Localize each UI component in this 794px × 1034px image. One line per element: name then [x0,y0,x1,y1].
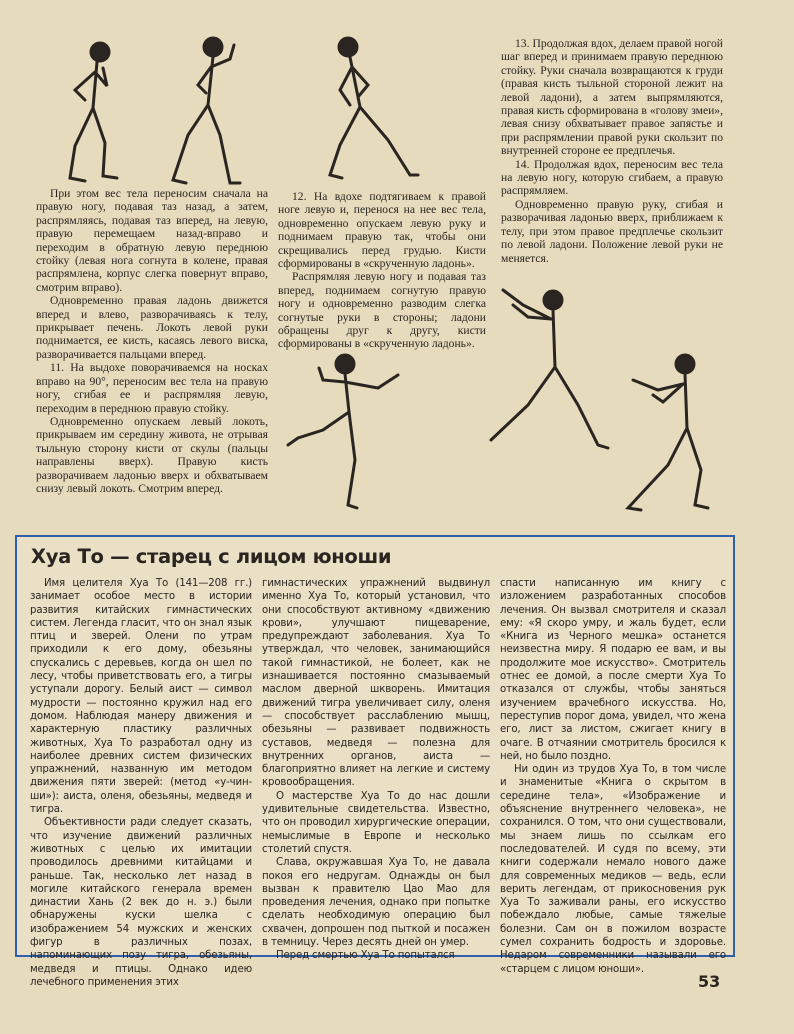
article-column-3 [500,577,726,976]
paragraph: 12. На вдохе подтягиваем к правой ноге левую и, перенося на нее вес тела, одновременно опускаем левую руку и поднимаем правую так, чтобы они скрещивались перед грудью. Кисти сформированы в «скрученную ладонь». [278,190,486,271]
illustration-figure-4 [283,350,418,512]
paragraph: Одновременно правую руку, сгибая и разворачивая ладонью вверх, приближаем к телу, при этом правое предплечье скользит по левой ладони. Положение левой руки не меняется. [501,197,723,265]
paragraph: О мастерстве Хуа То до нас дошли удивительные свидетельства. Известно, что он проводил хирургические операции, немыслимые в Европе и несколько столетий спустя. [262,790,490,855]
paragraph: Имя целителя Хуа То (141—208 гг.) занимает особое место в истории развития китайских гимнастических систем. Легенда гласит, что он знал язык птиц и зверей. Олени по утрам приходили к его дому, обезьяны спускались с деревьев, когда он шел по лесу, чтобы приветствовать его, а тигры уступали дорогу. Белый аист — символ мудрости — постоянно кружил над его домом. Наблюдая манеру движения и характерную пластику различных животных, Хуа То разработал одну из наиболее древних систем физических упражнений, названную им методом движения пяти зверей: (метод «у-чин-ши»): аиста, оленя, обезьяны, медведя и тигра. [30,578,252,816]
illustration-figure-2 [158,35,246,190]
paragraph: Ни один из трудов Хуа То, в том числе и знаменитые «Книга о скрытом в середине тела», «Изображение и объяснение внутреннего человека», не сохранился. О том, что они существовали, мы знаем лишь по ссылкам его последователей. И судя по всему, эти книги содержали немало нового даже для современных медиков — ведь, если верить легендам, от прикосновения рук Хуа То заживали раны, его искусство побеждало любые, самые тяжелые болезни. Сам он в пожилом возрасте сумел сохранить бодрость и здоровье. Недаром современники называли его «старцем с лицом юноши». [500,764,726,975]
article-title: Хуа То — старец с лицом юноши [31,545,392,568]
paragraph: Перед смертью Хуа То попытался [276,950,455,962]
illustration-figure-3 [318,35,423,185]
paragraph: гимнастических упражнений выдвинул именно Хуа То, который установил, что они способствуют активному «движению крови», улучшают пищеварение, предупреждают заболевания. Хуа То утверждал, что человек, занимающийся такой гимнастикой, не болеет, как не изнашивается постоянно смазываемый маслом дверной шкворень. Имитация движений тигра увеличивает силу, оленя — способствует расслаблению мышц, обезьяны — развивает подвижность суставов, медведя — полезна для внутренних органов, аиста — благоприятно влияет на легкие и систему кровообращения. [262,578,490,789]
illustration-figure-6 [613,350,718,515]
paragraph: 13. Продолжая вдох, делаем правой ногой шаг вперед и принимаем правую переднюю стойку. Руки сначала возвращаются к груди (правая кисть тыльной стороной лежит на левой ладони), а затем выпрямляются, правая кисть сформирована в «голову змеи», левая снизу обхватывает правое запястье и при распрямлении правой руки скользит по внутренней стороне ее предплечья. [501,37,723,158]
illustration-figure-1 [45,38,140,188]
paragraph: Распрямляя левую ногу и подавая таз вперед, поднимаем согнутую правую ногу и одновременно разводим слегка согнутые руки в стороны; ладони обращены друг к другу, кисти сформированы в «скрученную ладонь». [278,270,486,351]
instructions-middle-column [278,190,486,351]
paragraph: Одновременно опускаем левый локоть, прикрываем им середину живота, не отрывая тыльную сторону кисти от скулы (пальцы направлены вверх). Правую кисть разворачиваем ладонью вверх и обхватываем снизу левый локоть. Смотрим вперед. [36,414,268,495]
instructions-left-column [36,187,268,495]
paragraph: Слава, окружавшая Хуа То, не давала покоя его недругам. Однажды он был вызван к правителю Цао Мао для проведения лечения, однако при попытке сделать необходимую операцию был схвачен, допрошен под пыткой и посажен в темницу. Через десять дней он умер. [262,857,490,949]
paragraph: Объективности ради следует сказать, что изучение движений различных животных с целью их имитации проводилось древними китайцами и раньше. Так, несколько лет назад в могиле китайского генерала времен династии Хань (2 век до н. э.) были обнаружены куски шелка с изображением 54 мужских и женских фигур в различных позах, напоминающих позу тигра, обезьяны, медведя и птицы. Однако идею лечебного применения этих [30,817,252,988]
article-column-2 [262,577,490,963]
paragraph: спасти написанную им книгу с изложением разработанных способов лечения. Он вызвал смотрителя и сказал ему: «Я скоро умру, и жаль будет, если «Книга из Черного мешка» останется неизвестна миру. Я подарю ее вам, и вы продолжите мое искусство». Смотритель отнес ее домой, а после смерти Хуа То отказался от службы, чтобы заняться изучением врачебного искусства. Но, переступив порог дома, увидел, что жена его, лист за листом, сжигает книгу в очаге. В отчаянии смотритель бросился к ней, но было поздно. [500,578,726,762]
paragraph: 14. Продолжая вдох, переносим вес тела на левую ногу, которую сгибаем, а правую распрямляем. [501,157,723,198]
paragraph: 11. На выдохе поворачиваемся на носках вправо на 90°, переносим вес тела на правую ногу, сгибая ее и распрямляя левую, переходим в переднюю правую стойку. [36,361,268,415]
page-number: 53 [698,972,721,991]
paragraph: При этом вес тела переносим сначала на правую ногу, подавая таз назад, а затем, распрямляясь, подавая таз вперед, на левую, правую перемещаем назад-вправо и переходим в обратную левую переднюю стойку (левая нога согнута в колене, правая распрямлена, корпус слегка повернут вправо, смотрим вправо). [36,187,268,294]
article-column-1 [30,577,252,989]
paragraph: Одновременно правая ладонь движется вперед и влево, разворачиваясь к телу, прикрывает печень. Локоть левой руки поднимается, ее кисть, касаясь левого виска, разворачивается пальцами вперед. [36,294,268,361]
illustration-figure-5 [483,285,613,460]
instructions-right-column [501,37,723,265]
